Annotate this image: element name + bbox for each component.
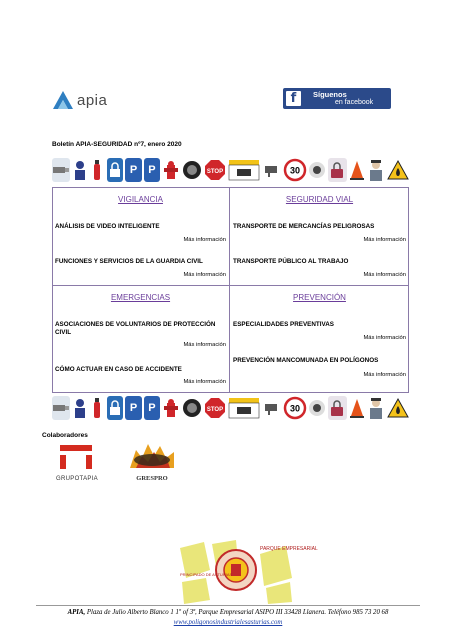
svg-text:30: 30 xyxy=(290,403,301,414)
item-como-actuar-accidente[interactable]: CÓMO ACTUAR EN CASO DE ACCIDENTE xyxy=(55,366,182,373)
fire-warning-icon xyxy=(387,158,409,182)
alarm-icon xyxy=(182,158,202,182)
extinguisher-icon xyxy=(90,396,105,420)
speed-30-icon xyxy=(284,396,306,420)
camera-icon xyxy=(52,158,70,182)
alarm-icon xyxy=(182,396,202,420)
more-info-link[interactable]: Más información xyxy=(363,237,406,243)
hydrant-icon xyxy=(162,396,180,420)
apia-logo xyxy=(52,90,107,110)
parque-empresarial-logo xyxy=(176,540,318,604)
facebook-follow-button[interactable] xyxy=(283,88,391,109)
footer xyxy=(36,608,420,628)
grespro-logo-icon xyxy=(126,440,178,470)
lock-icon xyxy=(107,158,123,182)
more-info-link[interactable]: Más información xyxy=(183,237,226,243)
more-info-link[interactable]: Más información xyxy=(183,379,226,385)
road-sign-icon xyxy=(228,158,260,182)
icon-strip-bottom xyxy=(52,394,409,422)
cone-icon xyxy=(349,158,365,182)
svg-text:PARQUE EMPRESARIAL: PARQUE EMPRESARIAL xyxy=(260,546,318,552)
facebook-line2: en facebook xyxy=(335,98,374,106)
cone-icon xyxy=(349,396,365,420)
grid-divider-vertical xyxy=(229,187,230,393)
grupotapia-logo-text: GRUPOTAPIA xyxy=(56,476,98,482)
svg-text:STOP: STOP xyxy=(207,407,224,413)
apia-logo-icon xyxy=(52,90,74,110)
padlock-icon xyxy=(328,396,346,420)
section-title-vigilancia[interactable]: VIGILANCIA xyxy=(118,195,163,204)
icon-strip-top xyxy=(52,156,409,184)
svg-text:PRINCIPADO DE ASTURIAS: PRINCIPADO DE ASTURIAS xyxy=(180,572,233,577)
item-especialidades-preventivas[interactable]: ESPECIALIDADES PREVENTIVAS xyxy=(233,321,335,328)
footer-brand: APIA, xyxy=(67,609,86,616)
grupotapia-logo-icon xyxy=(52,443,102,471)
footer-address: Plaza de Julio Alberto Blanco 1 1º of 3ª, Parque Empresarial ASIPO III 33428 Llanera. Teléfono 985 73 20 68 xyxy=(85,609,389,616)
camera-icon xyxy=(52,396,70,420)
fire-warning-icon xyxy=(387,396,409,420)
stop-sign-icon xyxy=(204,396,226,420)
extinguisher-icon xyxy=(90,158,105,182)
hydrant-icon xyxy=(162,158,180,182)
section-title-emergencias[interactable]: EMERGENCIAS xyxy=(110,293,171,302)
more-info-link[interactable]: Más información xyxy=(363,272,406,278)
facebook-icon: f xyxy=(286,91,301,106)
parking-icon: P xyxy=(125,158,141,182)
more-info-link[interactable]: Más información xyxy=(363,372,406,378)
camera-icon xyxy=(262,158,282,182)
item-guardia-civil[interactable]: FUNCIONES Y SERVICIOS DE LA GUARDIA CIVIL xyxy=(55,258,203,265)
camera-icon xyxy=(308,158,326,182)
police-icon xyxy=(72,158,87,182)
more-info-link[interactable]: Más información xyxy=(183,272,226,278)
item-transporte-publico[interactable]: TRANSPORTE PÚBLICO AL TRABAJO xyxy=(233,258,349,265)
item-analisis-video[interactable]: ANÁLISIS DE VIDEO INTELIGENTE xyxy=(55,223,160,230)
grupotapia-logo[interactable] xyxy=(52,443,102,481)
grid-divider-horizontal xyxy=(52,285,409,286)
item-prevencion-mancomunada[interactable]: PREVENCIÓN MANCOMUNADA EN POLÍGONOS xyxy=(233,357,379,364)
road-sign-icon xyxy=(228,396,260,420)
item-voluntarios-proteccion-civil[interactable]: ASOCIACIONES DE VOLUNTARIOS DE PROTECCIÓN CIVIL xyxy=(55,321,216,336)
more-info-link[interactable]: Más información xyxy=(363,335,406,341)
speed-30-icon xyxy=(284,158,306,182)
footer-divider xyxy=(36,605,420,606)
apia-logo-text: apia xyxy=(77,91,108,109)
section-title-seguridad-vial[interactable]: SEGURIDAD VIAL xyxy=(285,195,354,204)
section-title-prevencion[interactable]: PREVENCIÓN xyxy=(293,293,346,302)
svg-text:STOP: STOP xyxy=(207,169,224,175)
svg-text:30: 30 xyxy=(290,165,301,176)
stop-sign-icon xyxy=(204,158,226,182)
parking-icon: P xyxy=(144,396,160,420)
collaborators-title: Colaboradores xyxy=(42,432,88,439)
parking-icon: P xyxy=(125,396,141,420)
lock-icon xyxy=(107,396,123,420)
police-icon xyxy=(72,396,87,420)
item-mercancias-peligrosas[interactable]: TRANSPORTE DE MERCANCÍAS PELIGROSAS xyxy=(233,223,375,230)
padlock-icon xyxy=(328,158,346,182)
guard-icon xyxy=(367,158,385,182)
guard-icon xyxy=(367,396,385,420)
more-info-link[interactable]: Más información xyxy=(183,342,226,348)
facebook-line1: Síguenos xyxy=(313,89,347,99)
grespro-logo-text: GRESPRO xyxy=(136,475,168,482)
footer-website-link[interactable]: www.poligonosindustrialesasturias.com xyxy=(173,619,283,626)
camera-icon xyxy=(262,396,282,420)
camera-icon xyxy=(308,396,326,420)
grespro-logo[interactable] xyxy=(126,440,178,480)
parking-icon: P xyxy=(144,158,160,182)
bulletin-title: Boletín APIA-SEGURIDAD nº7, enero 2020 xyxy=(52,141,182,148)
